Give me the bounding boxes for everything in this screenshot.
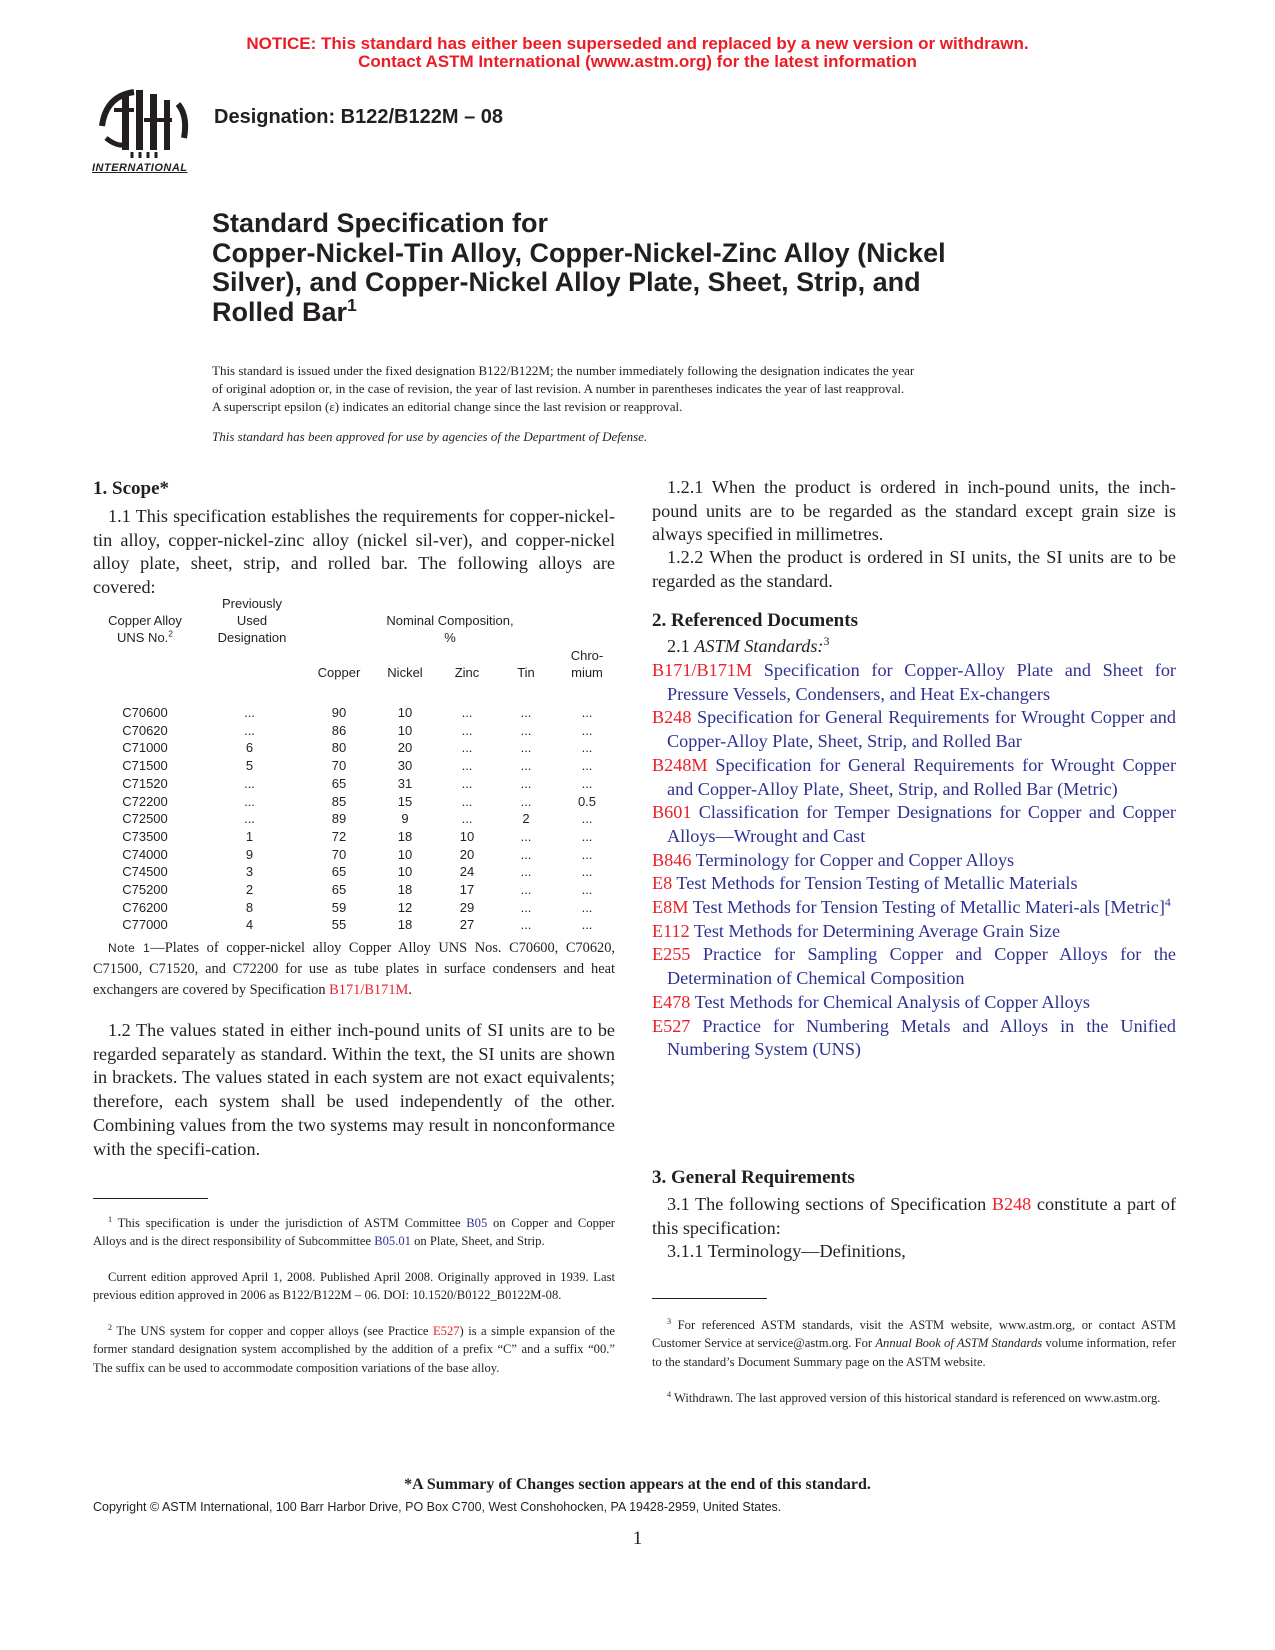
th-uns bbox=[95, 612, 195, 646]
th-chromium-line2: mium bbox=[571, 665, 603, 680]
cell-tin: ... bbox=[520, 899, 532, 915]
title-footnote-mark: 1 bbox=[347, 295, 357, 315]
cell-copper: 55 bbox=[331, 917, 347, 933]
cell-copper: 65 bbox=[331, 882, 347, 898]
footnote-1-edition: Current edition approved April 1, 2008. Published April 2008. Originally approved in 1939. Last previous edition approved in 2006 as B122/B122M – 06. DOI: 10.1520/B0122_B0122M-08. bbox=[93, 1270, 615, 1303]
title-line-3: Silver), and Copper-Nickel Alloy Plate, Sheet, Strip, and bbox=[212, 267, 921, 297]
paragraph-3-1 bbox=[652, 1193, 1176, 1240]
reference-code-link[interactable]: E478 bbox=[652, 991, 691, 1012]
fn3-italic: Annual Book of ASTM Standards bbox=[875, 1336, 1043, 1351]
table-row bbox=[95, 828, 620, 846]
cell-previous: ... bbox=[244, 705, 255, 720]
fn3-text-b: volume information, refer to the standard’s Document Summary page on the ASTM website. bbox=[652, 1336, 1176, 1369]
fn2-text-a: The UNS system for copper and copper alloys (see Practice bbox=[112, 1324, 433, 1338]
cell-copper: 59 bbox=[331, 899, 347, 915]
fn1-mark: 1 bbox=[108, 1214, 113, 1224]
th-nickel: Nickel bbox=[387, 665, 423, 680]
th-uns-line2 bbox=[95, 629, 195, 646]
table-row bbox=[95, 863, 620, 881]
cell-copper: 89 bbox=[331, 811, 347, 827]
cell-zinc: 24 bbox=[459, 864, 475, 880]
cell-zinc: ... bbox=[461, 793, 473, 809]
notice-line-1: NOTICE: This standard has either been superseded and replaced by a new version or withdrawn. bbox=[246, 34, 1029, 53]
footnote-divider-left bbox=[93, 1198, 208, 1199]
reference-title-link[interactable]: Test Methods for Tension Testing of Metallic Materi-als [Metric] bbox=[688, 897, 1165, 918]
section-3-heading: 3. General Requirements bbox=[652, 1167, 855, 1188]
designation: Designation: B122/B122M – 08 bbox=[214, 106, 503, 128]
section-1-heading: 1. Scope* bbox=[93, 478, 169, 499]
cell-uns: C74500 bbox=[122, 864, 168, 880]
cell-chromium: ... bbox=[581, 882, 593, 898]
footnote-2 bbox=[93, 1322, 615, 1377]
section-2-1-title: ASTM Standards: bbox=[694, 636, 824, 656]
cell-uns: C71520 bbox=[122, 775, 168, 791]
th-previous-line1: Previously bbox=[222, 596, 282, 611]
cell-tin: ... bbox=[520, 828, 532, 844]
cell-zinc: 10 bbox=[459, 828, 475, 844]
cell-previous: 1 bbox=[245, 828, 254, 844]
notice-line-2: Contact ASTM International (www.astm.org) for the latest information bbox=[358, 52, 917, 71]
cell-zinc: 29 bbox=[459, 899, 475, 915]
table-row bbox=[95, 704, 620, 722]
issued-line-1: This standard is issued under the fixed designation B122/B122M; the number immediately following the designation indicates the year bbox=[212, 363, 915, 378]
reference-code-link[interactable]: E255 bbox=[652, 944, 691, 965]
cell-previous: 9 bbox=[245, 846, 254, 862]
cell-uns: C72500 bbox=[122, 811, 168, 827]
cell-uns: C72200 bbox=[122, 793, 168, 809]
p3-1-link-b248[interactable]: B248 bbox=[991, 1194, 1032, 1214]
fn1-text-a: This specification is under the jurisdiction of ASTM Committee bbox=[112, 1216, 467, 1230]
cell-nickel: 18 bbox=[397, 882, 413, 898]
reference-title-link[interactable]: Terminology for Copper and Copper Alloys bbox=[691, 849, 1015, 870]
fn1-link-b0501[interactable]: B05.01 bbox=[374, 1234, 411, 1249]
paragraph-1-2: 1.2 The values stated in either inch-pound units of SI units are to be regarded separately as standard. Within the text, the SI units are shown in brackets. The values stated in each system are not exact equivalents; therefore, each system shall be used independently of the other. Combining values from the two systems may result in nonconformance with the specifi-cation. bbox=[93, 1020, 615, 1159]
cell-chromium: ... bbox=[581, 811, 593, 827]
reference-code-link[interactable]: B171/B171M bbox=[652, 660, 753, 680]
cell-chromium: ... bbox=[581, 917, 593, 933]
summary-of-changes-note: *A Summary of Changes section appears at the end of this standard. bbox=[404, 1476, 871, 1493]
fn4-mark: 4 bbox=[667, 1389, 672, 1399]
cell-previous: 4 bbox=[245, 917, 254, 933]
cell-previous: 3 bbox=[245, 864, 254, 880]
section-2-1-num: 2.1 bbox=[667, 636, 695, 656]
cell-uns: C76200 bbox=[122, 899, 168, 915]
cell-copper: 70 bbox=[331, 758, 347, 774]
cell-chromium: ... bbox=[581, 864, 593, 880]
table-row bbox=[95, 899, 620, 917]
fn4-text: Withdrawn. The last approved version of this historical standard is referenced on www.astm.org. bbox=[671, 1391, 1161, 1405]
cell-previous: ... bbox=[244, 775, 255, 791]
reference-item bbox=[652, 706, 1176, 753]
th-uns-text: UNS No. bbox=[117, 630, 169, 645]
cell-zinc: ... bbox=[461, 722, 473, 738]
note-1-link-b171[interactable]: B171/B171M bbox=[329, 982, 409, 998]
cell-nickel: 20 bbox=[397, 740, 413, 756]
cell-previous: 6 bbox=[245, 740, 254, 756]
table-row bbox=[95, 775, 620, 793]
th-chromium bbox=[554, 647, 620, 681]
reference-title-link[interactable]: Practice for Sampling Copper and Copper Alloys for the Determination of Chemical Composition bbox=[667, 944, 1176, 989]
paragraph-1-1: 1.1 This specification establishes the requirements for copper-nickel-tin alloy, copper-nickel-zinc alloy (nickel sil-ver), and copper-nickel alloy plate, sheet, strip, and rolled bar. The following alloys are covered: bbox=[93, 506, 615, 598]
cell-chromium: ... bbox=[581, 740, 593, 756]
cell-nickel: 30 bbox=[397, 758, 413, 774]
cell-tin: 2 bbox=[522, 811, 530, 827]
cell-nickel: 9 bbox=[401, 811, 409, 827]
cell-tin: ... bbox=[520, 705, 532, 720]
cell-zinc: 17 bbox=[459, 882, 475, 898]
th-nominal-line2: % bbox=[444, 630, 456, 645]
cell-copper: 70 bbox=[331, 846, 347, 862]
cell-uns: C74000 bbox=[122, 846, 168, 862]
cell-chromium: 0.5 bbox=[577, 793, 597, 809]
cell-zinc: ... bbox=[461, 811, 473, 827]
th-copper: Copper bbox=[317, 665, 361, 680]
footnote-3 bbox=[652, 1316, 1176, 1371]
table-row bbox=[95, 739, 620, 757]
reference-code-link[interactable]: E8M bbox=[652, 897, 689, 918]
fn2-mark: 2 bbox=[108, 1322, 113, 1332]
reference-code-link[interactable]: B248M bbox=[652, 754, 708, 775]
reference-title-link[interactable]: Specification for Copper-Alloy Plate and Sheet for Pressure Vessels, Condensers, and Heat Ex-changers bbox=[667, 660, 1176, 704]
th-previous-line2: Used bbox=[236, 613, 268, 628]
reference-title-link[interactable]: Test Methods for Chemical Analysis of Copper Alloys bbox=[690, 991, 1090, 1012]
reference-item bbox=[652, 659, 1176, 706]
title-line-4 bbox=[212, 297, 357, 327]
cell-tin: ... bbox=[520, 864, 532, 880]
reference-item bbox=[652, 801, 1176, 848]
reference-item bbox=[652, 849, 1176, 873]
th-zinc: Zinc bbox=[454, 665, 480, 680]
title-line-1: Standard Specification for bbox=[212, 208, 549, 238]
fn2-link-e527[interactable]: E527 bbox=[432, 1324, 460, 1338]
table-row bbox=[95, 916, 620, 934]
cell-previous: ... bbox=[244, 811, 255, 827]
cell-uns: C75200 bbox=[122, 882, 168, 898]
reference-item bbox=[652, 991, 1176, 1015]
dod-approval: This standard has been approved for use by agencies of the Department of Defense. bbox=[212, 429, 648, 444]
footnote-1 bbox=[93, 1214, 615, 1251]
section-2-1 bbox=[652, 635, 1176, 659]
cell-chromium: ... bbox=[581, 846, 593, 862]
alloy-table bbox=[95, 704, 620, 934]
reference-title-link[interactable]: Specification for General Requirements for Wrought Copper and Copper-Alloy Plate, Sheet, Strip, and Rolled Bar (Metric) bbox=[667, 754, 1176, 799]
cell-uns: C70600 bbox=[122, 705, 168, 720]
reference-title-link[interactable]: Test Methods for Determining Average Grain Size bbox=[689, 920, 1061, 941]
table-row bbox=[95, 881, 620, 899]
astm-logo bbox=[88, 86, 200, 178]
logo-wordmark: INTERNATIONAL bbox=[92, 162, 188, 174]
cell-chromium: ... bbox=[581, 775, 593, 791]
cell-uns: C73500 bbox=[122, 828, 168, 844]
reference-item bbox=[652, 1015, 1176, 1062]
cell-zinc: ... bbox=[461, 775, 473, 791]
section-2-heading: 2. Referenced Documents bbox=[652, 610, 858, 631]
reference-item bbox=[652, 754, 1176, 801]
table-row bbox=[95, 810, 620, 828]
cell-tin: ... bbox=[520, 758, 532, 774]
th-uns-line1: Copper Alloy bbox=[108, 613, 182, 628]
table-row bbox=[95, 757, 620, 775]
cell-chromium: ... bbox=[581, 828, 593, 844]
th-previous bbox=[200, 595, 304, 646]
th-tin: Tin bbox=[517, 665, 535, 680]
referenced-documents-list bbox=[652, 659, 1176, 1062]
fn1-text-c: on Plate, Sheet, and Strip. bbox=[410, 1234, 545, 1249]
reference-title-link[interactable]: Classification for Temper Designations for Copper and Copper Alloys—Wrought and Cast bbox=[667, 802, 1176, 846]
cell-tin: ... bbox=[520, 882, 532, 898]
fn1-link-b05[interactable]: B05 bbox=[466, 1216, 488, 1230]
cell-uns: C77000 bbox=[122, 917, 168, 933]
th-nominal bbox=[360, 612, 540, 646]
note-1-end: . bbox=[408, 982, 412, 998]
paragraph-1-2-2: 1.2.2 When the product is ordered in SI units, the SI units are to be regarded as the standard. bbox=[652, 547, 1176, 591]
issued-line-3: A superscript epsilon (ε) indicates an editorial change since the last revision or reapproval. bbox=[212, 399, 683, 414]
table-row bbox=[95, 722, 620, 740]
cell-tin: ... bbox=[520, 775, 532, 791]
cell-previous: 5 bbox=[245, 758, 254, 774]
cell-nickel: 10 bbox=[397, 705, 413, 720]
cell-zinc: ... bbox=[461, 758, 473, 774]
reference-item bbox=[652, 872, 1176, 896]
p3-1-text-a: 3.1 The following sections of Specification bbox=[667, 1194, 992, 1214]
cell-nickel: 31 bbox=[397, 775, 413, 791]
cell-chromium: ... bbox=[581, 899, 593, 915]
th-chromium-line1: Chro- bbox=[570, 648, 604, 663]
cell-nickel: 18 bbox=[397, 917, 413, 933]
reference-code-link[interactable]: B601 bbox=[652, 802, 692, 823]
cell-previous: 2 bbox=[245, 882, 254, 898]
cell-tin: ... bbox=[520, 740, 532, 756]
cell-tin: ... bbox=[520, 722, 532, 738]
cell-previous: ... bbox=[244, 793, 255, 809]
reference-code-link[interactable]: E112 bbox=[652, 920, 690, 941]
cell-tin: ... bbox=[520, 917, 532, 933]
cell-copper: 90 bbox=[331, 705, 347, 720]
fn3-text-a: For referenced ASTM standards, visit the ASTM website, www.astm.org, or contact ASTM Customer Service at service@astm.org. For bbox=[652, 1318, 1176, 1351]
cell-zinc: ... bbox=[461, 740, 473, 756]
cell-uns: C70620 bbox=[122, 722, 168, 738]
cell-previous: ... bbox=[244, 722, 255, 738]
note-1-label: Note 1 bbox=[108, 941, 151, 955]
cell-uns: C71500 bbox=[122, 758, 168, 774]
reference-code-link[interactable]: B846 bbox=[652, 849, 692, 870]
cell-chromium: ... bbox=[581, 722, 593, 738]
cell-copper: 85 bbox=[331, 793, 347, 809]
issued-line-2: of original adoption or, in the case of revision, the year of last revision. A number in parentheses indicates the year of last reapproval. bbox=[212, 381, 905, 396]
reference-footnote-mark: 4 bbox=[1164, 894, 1171, 909]
table-row bbox=[95, 793, 620, 811]
section-2-1-sup: 3 bbox=[823, 633, 830, 648]
cell-zinc: 20 bbox=[459, 846, 475, 862]
cell-copper: 72 bbox=[331, 828, 347, 844]
cell-tin: ... bbox=[520, 846, 532, 862]
paragraph-1-2-1: 1.2.1 When the product is ordered in inch-pound units, the inch-pound units are to be regarded as the standard except grain size is always specified in millimetres. bbox=[652, 477, 1176, 545]
title-line-2: Copper-Nickel-Tin Alloy, Copper-Nickel-Zinc Alloy (Nickel bbox=[212, 238, 946, 268]
cell-nickel: 18 bbox=[397, 828, 413, 844]
page-number: 1 bbox=[632, 1528, 643, 1549]
table-row bbox=[95, 846, 620, 864]
p3-1-text-b: constitute a part of this specification: bbox=[652, 1194, 1176, 1238]
cell-zinc: 27 bbox=[459, 917, 475, 933]
note-1 bbox=[93, 938, 615, 1001]
footnote-4 bbox=[652, 1389, 1176, 1407]
cell-nickel: 15 bbox=[397, 793, 413, 809]
reference-title-link[interactable]: Test Methods for Tension Testing of Metallic Materials bbox=[672, 873, 1078, 894]
paragraph-3-1-1: 3.1.1 Terminology—Definitions, bbox=[667, 1241, 906, 1261]
reference-title-link[interactable]: Practice for Numbering Metals and Alloys in the Unified Numbering System (UNS) bbox=[667, 1015, 1176, 1060]
cell-zinc: ... bbox=[461, 705, 473, 720]
cell-nickel: 10 bbox=[397, 864, 413, 880]
reference-code-link[interactable]: B248 bbox=[652, 707, 692, 728]
issued-statement bbox=[212, 362, 1072, 416]
cell-copper: 65 bbox=[331, 864, 347, 880]
footnote-divider-right bbox=[652, 1298, 767, 1299]
reference-code-link[interactable]: E527 bbox=[652, 1015, 691, 1036]
th-uns-sup: 2 bbox=[168, 628, 173, 639]
cell-nickel: 12 bbox=[397, 899, 413, 915]
reference-item bbox=[652, 920, 1176, 944]
fn1-text-b: on Copper and Copper Alloys and is the direct responsibility of Subcommittee bbox=[93, 1216, 616, 1249]
reference-item bbox=[652, 943, 1176, 990]
copyright: Copyright © ASTM International, 100 Barr Harbor Drive, PO Box C700, West Conshohocken, PA 19428-2959, United States. bbox=[93, 1500, 782, 1514]
reference-code-link[interactable]: E8 bbox=[652, 873, 673, 894]
title-rolled-bar: Rolled Bar bbox=[212, 297, 348, 327]
cell-chromium: ... bbox=[581, 758, 593, 774]
reference-title-link[interactable]: Specification for General Requirements for Wrought Copper and Copper-Alloy Plate, Sheet, Strip, and Rolled Bar bbox=[667, 707, 1176, 752]
th-nominal-line1: Nominal Composition, bbox=[386, 613, 514, 628]
cell-tin: ... bbox=[520, 793, 532, 809]
reference-item bbox=[652, 896, 1176, 920]
th-previous-line3: Designation bbox=[217, 630, 287, 645]
cell-nickel: 10 bbox=[397, 722, 413, 738]
cell-chromium: ... bbox=[581, 705, 593, 720]
cell-copper: 80 bbox=[331, 740, 347, 756]
cell-copper: 86 bbox=[331, 722, 347, 738]
cell-nickel: 10 bbox=[397, 846, 413, 862]
cell-previous: 8 bbox=[245, 899, 254, 915]
cell-uns: C71000 bbox=[122, 740, 168, 756]
fn2-text-b: ) is a simple expansion of the former standard designation system accomplished by the addition of a prefix “C” and a suffix “00.” The suffix can be used to accommodate composition variations of the base alloy. bbox=[93, 1324, 615, 1375]
fn3-mark: 3 bbox=[667, 1316, 672, 1326]
note-1-text: —Plates of copper-nickel alloy Copper Alloy UNS Nos. C70600, C70620, C71500, C71520, and C72200 for use as tube plates in surface condensers and heat exchangers are covered by Specification bbox=[93, 940, 615, 998]
cell-copper: 65 bbox=[331, 775, 347, 791]
